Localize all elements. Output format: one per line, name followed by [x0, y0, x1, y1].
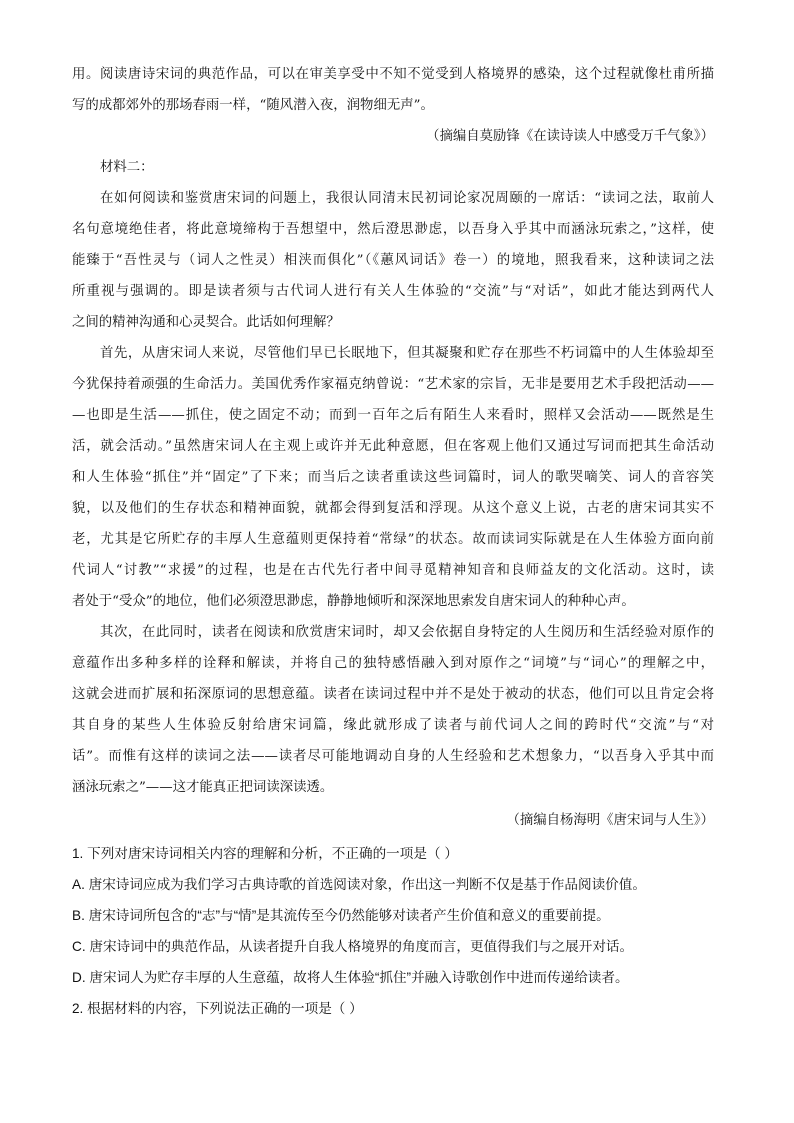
text-line: 代词人“讨教”“求援”的过程，也是在古代先行者中间寻觅精神知音和良师益友的文化活动。这时，读 — [72, 563, 714, 578]
option-b: B. 唐宋诗词所包含的“志”与“情”是其流传至今仍然能够对读者产生价值和意义的重要前提。 — [72, 908, 610, 923]
source-citation: （摘编自莫励锋《在读诗读人中感受万千气象》） — [426, 129, 714, 144]
text-line: 用。阅读唐诗宋词的典范作品，可以在审美享受中不知不觉受到人格境界的感染，这个过程就像杜甫所描 — [72, 67, 714, 82]
text-line: 活，就会活动。”虽然唐宋词人在主观上或许并无此种意愿，但在客观上他们又通过写词而把其生命活动 — [72, 439, 714, 454]
text-line: 在如何阅读和鉴赏唐宋词的问题上，我很认同清末民初词论家况周颐的一席话：“读词之法，取前人 — [100, 191, 714, 206]
text-line: 其自身的某些人生体验反射给唐宋词篇，缘此就形成了读者与前代词人之间的跨时代“交流”与“对 — [72, 718, 714, 733]
text-line: 这就会进而扩展和拓深原词的思想意蕴。读者在读词过程中并不是处于被动的状态，他们可以且肯定会将 — [72, 687, 714, 702]
text-line: 写的成都郊外的那场春雨一样，“随风潜入夜，润物细无声”。 — [72, 98, 434, 113]
text-line: 涵泳玩索之”——这才能真正把词读深读透。 — [72, 780, 334, 795]
section-heading: 材料二： — [100, 160, 154, 175]
text-line: 其次，在此同时，读者在阅读和欣赏唐宋词时，却又会依据自身特定的人生阅历和生活经验对原作的 — [100, 625, 714, 640]
source-citation: （摘编自杨海明《唐宋词与人生》） — [506, 813, 714, 828]
text-line: 意蕴作出多种多样的诠释和解读，并将自己的独特感悟融入到对原作之“词境”与“词心”的理解之中， — [72, 656, 714, 671]
text-line: 名句意境绝佳者，将此意境缔构于吾想望中，然后澄思渺虑，以吾身入乎其中而涵泳玩索之，”这样，使 — [72, 222, 714, 237]
text-line: 之间的精神沟通和心灵契合。此话如何理解？ — [72, 315, 340, 330]
text-line: 者处于“受众”的地位，他们必须澄思渺虑，静静地倾听和深深地思索发自唐宋词人的种种心声。 — [72, 594, 635, 609]
text-line: —也即是生活——抓住，使之固定不动；而到一百年之后有陌生人来看时，照样又会活动——既然是生 — [72, 408, 714, 423]
option-d: D. 唐宋词人为贮存丰厚的人生意蕴，故将人生体验“抓住”并融入诗歌创作中进而传递给读者。 — [72, 970, 629, 985]
question-stem: 1. 下列对唐宋诗词相关内容的理解和分析，不正确的一项是（ ） — [72, 846, 458, 861]
text-line: 貌，以及他们的生存状态和精神面貌，就都会得到复活和浮现。从这个意义上说，古老的唐宋词其实不 — [72, 501, 714, 516]
question-stem: 2. 根据材料的内容，下列说法正确的一项是（ ） — [72, 1001, 363, 1016]
text-line: 所重视与强调的。即是读者须与古代词人进行有关人生体验的“交流”与“对话”，如此才能达到两代人 — [72, 284, 714, 299]
option-c: C. 唐宋诗词中的典范作品，从读者提升自我人格境界的角度而言，更值得我们与之展开对话。 — [72, 939, 634, 954]
text-line: 和人生体验“抓住”并“固定”了下来；而当后之读者重读这些词篇时，词人的歌哭嘀笑、词人的音容笑 — [72, 470, 714, 485]
text-line: 能臻于“吾性灵与（词人之性灵）相浃而俱化”（《蕙风词话》卷一）的境地，照我看来，这种读词之法 — [72, 253, 714, 268]
text-line: 首先，从唐宋词人来说，尽管他们早已长眠地下，但其凝聚和贮存在那些不朽词篇中的人生体验却至 — [100, 346, 714, 361]
option-a: A. 唐宋诗词应成为我们学习古典诗歌的首选阅读对象，作出这一判断不仅是基于作品阅读价值。 — [72, 877, 646, 892]
text-line: 今犹保持着顽强的生命活力。美国优秀作家福克纳曾说：“艺术家的宗旨，无非是要用艺术手段把活动—— — [72, 377, 714, 392]
text-line: 老，尤其是它所贮存的丰厚人生意蕴则更保持着“常绿”的状态。故而读词实际就是在人生体验方面向前 — [72, 532, 714, 547]
text-line: 话”。而惟有这样的读词之法——读者尽可能地调动自身的人生经验和艺术想象力，“以吾身入乎其中而 — [72, 749, 714, 764]
